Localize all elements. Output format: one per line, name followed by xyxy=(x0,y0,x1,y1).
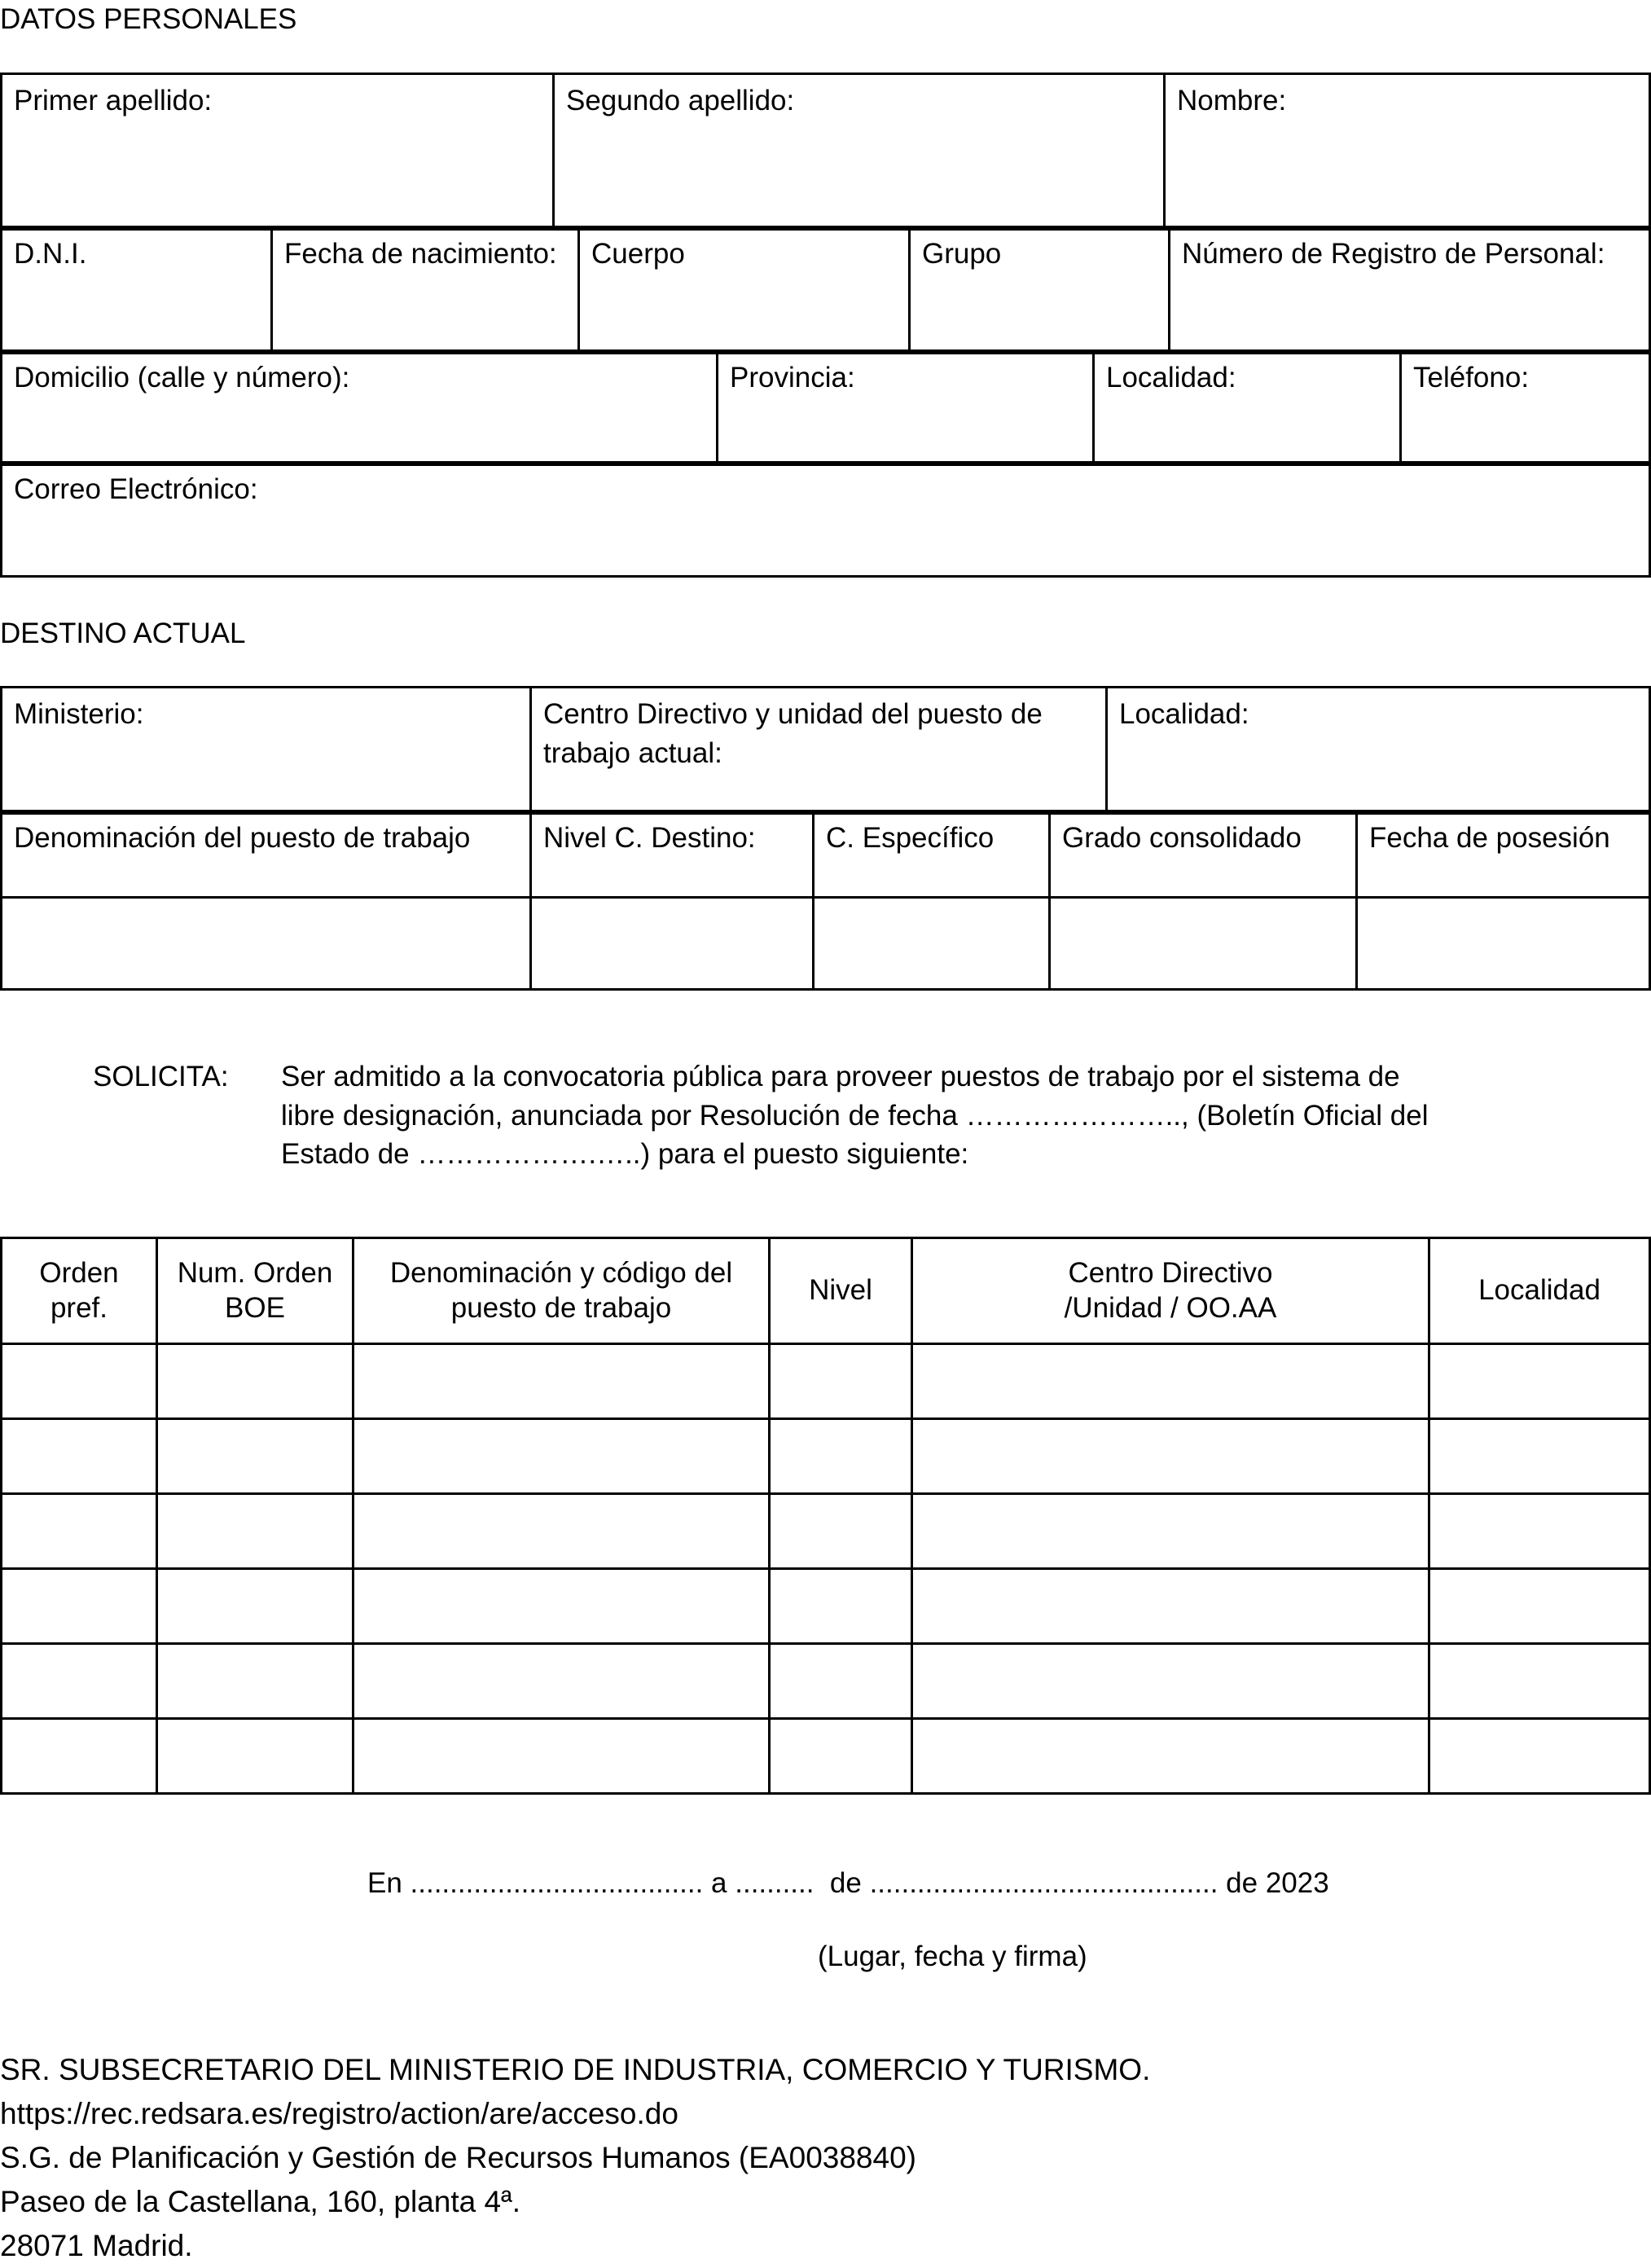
table-cell[interactable] xyxy=(770,1344,912,1419)
correo-field[interactable]: Correo Electrónico: xyxy=(2,463,1650,577)
table-cell[interactable] xyxy=(912,1644,1429,1719)
table-cell[interactable] xyxy=(770,1644,912,1719)
nombre-field[interactable]: Nombre: xyxy=(1165,74,1650,230)
firma-line: En ..................................... a .......... de ............................................ de 2023 xyxy=(367,1867,1329,1899)
table-cell[interactable] xyxy=(157,1644,353,1719)
table-cell[interactable] xyxy=(2,1419,157,1494)
centro-directivo-field[interactable]: Centro Directivo y unidad del puesto de trabajo actual: xyxy=(531,688,1107,814)
denominacion-codigo-header: Denominación y código del puesto de trabajo xyxy=(353,1238,770,1344)
table-row xyxy=(2,1494,1650,1569)
solicita-text xyxy=(281,1057,1478,1174)
firma-caption: (Lugar, fecha y firma) xyxy=(818,1941,1087,1972)
telefono-field[interactable]: Teléfono: xyxy=(1401,351,1650,465)
solicita-line: libre designación, anunciada por Resolución de fecha ………………….., (Boletín Oficial del xyxy=(281,1099,1429,1132)
destinatario-block xyxy=(0,2048,1150,2268)
provincia-field[interactable]: Provincia: xyxy=(718,351,1094,465)
table-cell[interactable] xyxy=(353,1344,770,1419)
orden-pref-header: Orden pref. xyxy=(2,1238,157,1344)
datos-personales-title: DATOS PERSONALES xyxy=(0,3,297,35)
grado-consolidado-header: Grado consolidado xyxy=(1050,811,1357,898)
nivel-destino-input[interactable] xyxy=(531,898,814,990)
grado-consolidado-input[interactable] xyxy=(1050,898,1357,990)
especifico-input[interactable] xyxy=(814,898,1050,990)
destinatario-line: Paseo de la Castellana, 160, planta 4ª. xyxy=(0,2185,521,2218)
segundo-apellido-field[interactable]: Segundo apellido: xyxy=(554,74,1165,230)
table-cell[interactable] xyxy=(157,1569,353,1644)
datos-personales-row4 xyxy=(0,461,1651,578)
domicilio-field[interactable]: Domicilio (calle y número): xyxy=(2,351,718,465)
puestos-table xyxy=(0,1237,1651,1795)
table-cell[interactable] xyxy=(2,1344,157,1419)
table-cell[interactable] xyxy=(770,1719,912,1794)
localidad-header: Localidad xyxy=(1429,1238,1650,1344)
nivel-destino-header: Nivel C. Destino: xyxy=(531,811,814,898)
primer-apellido-field[interactable]: Primer apellido: xyxy=(2,74,554,230)
table-cell[interactable] xyxy=(353,1494,770,1569)
table-row xyxy=(2,1644,1650,1719)
grupo-field[interactable]: Grupo xyxy=(910,227,1170,354)
table-row xyxy=(2,1719,1650,1794)
ministerio-field[interactable]: Ministerio: xyxy=(2,688,531,814)
table-cell[interactable] xyxy=(353,1569,770,1644)
datos-personales-row2 xyxy=(0,226,1651,354)
fecha-posesion-header: Fecha de posesión xyxy=(1357,811,1650,898)
table-cell[interactable] xyxy=(770,1569,912,1644)
table-row xyxy=(2,1569,1650,1644)
destino-actual-row1 xyxy=(0,686,1651,815)
especifico-header: C. Específico xyxy=(814,811,1050,898)
table-row xyxy=(2,1419,1650,1494)
table-cell[interactable] xyxy=(770,1494,912,1569)
table-cell[interactable] xyxy=(2,1494,157,1569)
table-cell[interactable] xyxy=(1429,1644,1650,1719)
destinatario-line: SR. SUBSECRETARIO DEL MINISTERIO DE INDUSTRIA, COMERCIO Y TURISMO. xyxy=(0,2053,1151,2086)
solicita-line: Estado de ……………….…..) para el puesto siguiente: xyxy=(281,1138,969,1171)
solicita-line: Ser admitido a la convocatoria pública para proveer puestos de trabajo por el sistema de xyxy=(281,1061,1400,1092)
table-row xyxy=(2,1344,1650,1419)
table-cell[interactable] xyxy=(770,1419,912,1494)
nivel-header: Nivel xyxy=(770,1238,912,1344)
table-cell[interactable] xyxy=(1429,1419,1650,1494)
table-cell[interactable] xyxy=(912,1344,1429,1419)
cuerpo-field[interactable]: Cuerpo xyxy=(579,227,910,354)
localidad-destino-field[interactable]: Localidad: xyxy=(1107,688,1650,814)
dni-field[interactable]: D.N.I. xyxy=(2,227,272,354)
destino-actual-row2 xyxy=(0,810,1651,991)
num-orden-boe-header: Num. Orden BOE xyxy=(157,1238,353,1344)
destinatario-line: 28071 Madrid. xyxy=(0,2229,193,2262)
table-cell[interactable] xyxy=(2,1719,157,1794)
table-cell[interactable] xyxy=(2,1569,157,1644)
fecha-nacimiento-field[interactable]: Fecha de nacimiento: xyxy=(272,227,579,354)
table-cell[interactable] xyxy=(1429,1569,1650,1644)
puestos-body xyxy=(2,1344,1650,1794)
table-cell[interactable] xyxy=(157,1419,353,1494)
nrp-field[interactable]: Número de Registro de Personal: xyxy=(1170,227,1650,354)
destinatario-url[interactable]: https://rec.redsara.es/registro/action/are/acceso.do xyxy=(0,2097,678,2130)
table-cell[interactable] xyxy=(912,1569,1429,1644)
table-cell[interactable] xyxy=(353,1644,770,1719)
centro-directivo-header: Centro Directivo /Unidad / OO.AA xyxy=(912,1238,1429,1344)
fecha-posesion-input[interactable] xyxy=(1357,898,1650,990)
table-cell[interactable] xyxy=(2,1644,157,1719)
datos-personales-row1 xyxy=(0,73,1651,231)
table-cell[interactable] xyxy=(353,1419,770,1494)
table-cell[interactable] xyxy=(157,1494,353,1569)
table-cell[interactable] xyxy=(157,1719,353,1794)
destinatario-line: S.G. de Planificación y Gestión de Recursos Humanos (EA0038840) xyxy=(0,2141,916,2174)
table-cell[interactable] xyxy=(1429,1344,1650,1419)
table-cell[interactable] xyxy=(353,1719,770,1794)
table-cell[interactable] xyxy=(157,1344,353,1419)
datos-personales-row3 xyxy=(0,349,1651,466)
table-cell[interactable] xyxy=(912,1419,1429,1494)
denominacion-puesto-header: Denominación del puesto de trabajo xyxy=(2,811,531,898)
table-cell[interactable] xyxy=(1429,1494,1650,1569)
solicita-label: SOLICITA: xyxy=(93,1061,229,1092)
localidad-field[interactable]: Localidad: xyxy=(1094,351,1401,465)
table-cell[interactable] xyxy=(1429,1719,1650,1794)
destino-actual-title: DESTINO ACTUAL xyxy=(0,618,246,649)
table-cell[interactable] xyxy=(912,1719,1429,1794)
denominacion-puesto-input[interactable] xyxy=(2,898,531,990)
table-cell[interactable] xyxy=(912,1494,1429,1569)
